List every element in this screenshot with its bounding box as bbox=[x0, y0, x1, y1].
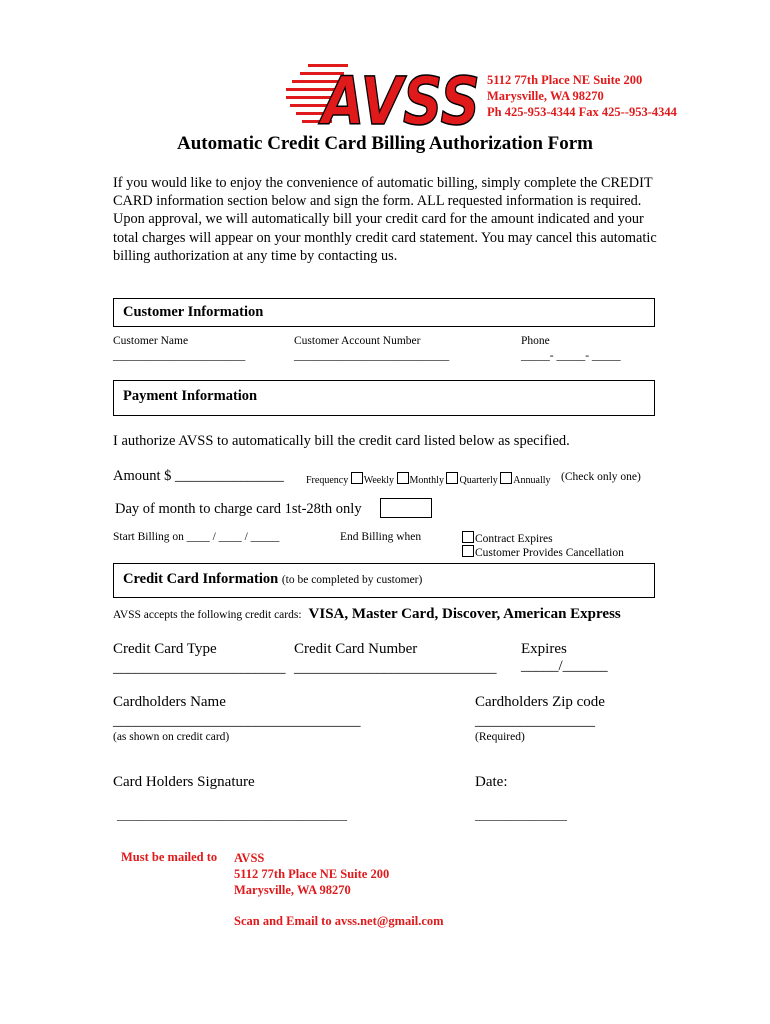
phone-label: Phone bbox=[521, 335, 550, 347]
card-type-label: Credit Card Type bbox=[113, 641, 217, 657]
weekly-label: Weekly bbox=[363, 475, 395, 486]
card-number-label: Credit Card Number bbox=[294, 641, 418, 657]
payment-info-heading: Payment Information bbox=[123, 388, 258, 404]
day-of-month-input[interactable] bbox=[380, 498, 432, 518]
frequency-label: Frequency bbox=[306, 475, 349, 486]
customer-info-section-header bbox=[113, 298, 655, 327]
quarterly-label: Quarterly bbox=[459, 475, 498, 486]
accepted-cards-label: AVSS accepts the following credit cards: bbox=[113, 609, 302, 621]
cardholder-name-note: (as shown on credit card) bbox=[113, 731, 230, 743]
company-address bbox=[487, 72, 677, 120]
mailing-line-2: 5112 77th Place NE Suite 200 bbox=[234, 867, 390, 881]
end-option-cancellation bbox=[462, 545, 624, 559]
customer-info-heading: Customer Information bbox=[123, 304, 264, 320]
avss-logo bbox=[286, 58, 486, 140]
cardholder-zip-label: Cardholders Zip code bbox=[475, 694, 605, 710]
mailing-line-1: AVSS bbox=[234, 851, 265, 865]
credit-card-heading-wrap bbox=[123, 571, 422, 588]
customer-account-field[interactable]: ___________________________ bbox=[294, 350, 450, 362]
date-field[interactable]: ________________ bbox=[475, 810, 567, 822]
address-line-1: 5112 77th Place NE Suite 200 bbox=[487, 73, 643, 87]
quarterly-checkbox[interactable] bbox=[446, 472, 458, 484]
monthly-checkbox[interactable] bbox=[397, 472, 409, 484]
credit-card-section-header bbox=[113, 563, 655, 598]
address-phone-fax: Ph 425-953-4344 Fax 425--953-4344 bbox=[487, 105, 677, 119]
check-only-one-note: (Check only one) bbox=[561, 471, 641, 483]
expires-label: Expires bbox=[521, 641, 567, 657]
card-number-field[interactable]: ___________________________ bbox=[294, 660, 497, 676]
signature-label: Card Holders Signature bbox=[113, 774, 255, 790]
expires-field[interactable]: _____/______ bbox=[521, 658, 608, 674]
frequency-options bbox=[306, 472, 551, 486]
cardholder-name-label: Cardholders Name bbox=[113, 694, 226, 710]
payment-info-section-header bbox=[113, 380, 655, 416]
customer-account-label: Customer Account Number bbox=[294, 335, 421, 347]
mailing-address bbox=[234, 850, 444, 929]
customer-cancellation-checkbox[interactable] bbox=[462, 545, 474, 557]
logo-text: AVSS bbox=[317, 63, 480, 140]
phone-field[interactable]: _____- _____- _____ bbox=[521, 350, 621, 362]
annually-checkbox[interactable] bbox=[500, 472, 512, 484]
authorization-statement: I authorize AVSS to automatically bill the credit card listed below as specified. bbox=[113, 433, 570, 449]
customer-name-label: Customer Name bbox=[113, 335, 189, 347]
day-of-month-label: Day of month to charge card 1st-28th only bbox=[115, 501, 362, 517]
card-type-field[interactable]: _______________________ bbox=[113, 660, 286, 676]
mailing-email: Scan and Email to avss.net@gmail.com bbox=[234, 914, 444, 928]
customer-name-field[interactable]: _______________________ bbox=[113, 350, 246, 362]
cardholder-zip-field[interactable]: ________________ bbox=[475, 713, 595, 729]
cardholder-name-field[interactable]: _________________________________ bbox=[113, 713, 361, 729]
contract-expires-label: Contract Expires bbox=[475, 533, 553, 545]
address-line-2: Marysville, WA 98270 bbox=[487, 89, 604, 103]
signature-field[interactable]: ________________________________________ bbox=[117, 810, 347, 822]
credit-card-heading: Credit Card Information bbox=[123, 571, 279, 587]
accepted-cards-line bbox=[113, 605, 621, 623]
date-label: Date: bbox=[475, 774, 508, 790]
weekly-checkbox[interactable] bbox=[351, 472, 363, 484]
annually-label: Annually bbox=[513, 475, 551, 486]
credit-card-heading-note: (to be completed by customer) bbox=[281, 574, 423, 586]
contract-expires-checkbox[interactable] bbox=[462, 531, 474, 543]
amount-field[interactable]: Amount $ _______________ bbox=[113, 468, 284, 484]
form-title: Automatic Credit Card Billing Authorization Form bbox=[176, 133, 594, 154]
start-billing-field[interactable]: Start Billing on ____ / ____ / _____ bbox=[113, 531, 280, 543]
customer-cancellation-label: Customer Provides Cancellation bbox=[475, 547, 624, 559]
monthly-label: Monthly bbox=[409, 475, 444, 486]
cardholder-zip-note: (Required) bbox=[475, 731, 525, 743]
end-option-contract bbox=[462, 531, 553, 545]
accepted-cards-list: VISA, Master Card, Discover, American Express bbox=[308, 606, 621, 622]
mailing-label: Must be mailed to bbox=[121, 850, 218, 864]
end-billing-label: End Billing when bbox=[340, 531, 422, 543]
mailing-line-3: Marysville, WA 98270 bbox=[234, 883, 351, 897]
intro-paragraph: If you would like to enjoy the convenience of automatic billing, simply complete the CREDIT CARD information section below and sign the form. ALL requested information is required. Upon approval, we will automatically bill your credit card for the amount indicated and your total charges will appear on your monthly credit card statement. You may cancel this automatic billing authorization at any time by contacting us. bbox=[113, 175, 657, 264]
